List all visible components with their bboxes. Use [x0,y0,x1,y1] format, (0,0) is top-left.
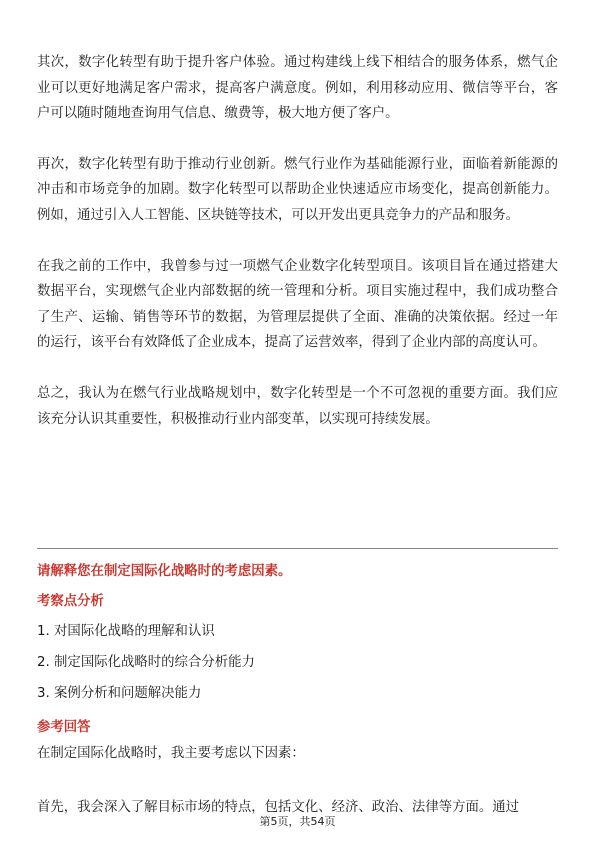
body-text [37,50,558,457]
paragraph-digital-customer-experience: 其次，数字化转型有助于提升客户体验。通过构建线上线下相结合的服务体系，燃气企业可以更好地满足客户需求，提高客户满意度。例如，利用移动应用、微信等平台，客户可以随时随地查询用气信息、缴费等，极大地方便了客户。 [37,55,558,122]
paragraph-digital-innovation: 再次，数字化转型有助于推动行业创新。燃气行业作为基础能源行业，面临着新能源的冲击和市场竞争的加剧。数字化转型可以帮助企业快速适应市场变化，提高创新能力。例如，通过引入人工智能、区块链等技术，可以开发出更具竞争力的产品和服务。 [37,156,558,223]
paragraph-conclusion: 总之，我认为在燃气行业战略规划中，数字化转型是一个不可忽视的重要方面。我们应该充分认识其重要性，积极推动行业内部变革，以实现可持续发展。 [37,385,558,427]
analysis-item: 1. 对国际化战略的理解和认识 [37,624,215,639]
answer-heading: 参考回答 [37,720,91,735]
analysis-heading: 考察点分析 [37,594,104,609]
paragraph-project-experience: 在我之前的工作中，我曾参与过一项燃气企业数字化转型项目。该项目旨在通过搭建大数据平台，实现燃气企业内部数据的统一管理和分析。项目实施过程中，我们成功整合了生产、运输、销售等环节的数据，为管理层提供了全面、准确的决策依据。经过一年的运行，该平台有效降低了企业成本，提高了运营效率，得到了企业内部的高度认可。 [37,258,558,351]
interview-question: 请解释您在制定国际化战略时的考虑因素。 [37,564,292,579]
page-number: 第5页，共54页 [259,815,336,828]
answer-intro: 在制定国际化战略时，我主要考虑以下因素： [37,746,305,761]
analysis-item: 3. 案例分析和问题解决能力 [37,686,202,701]
answer-first-paragraph: 首先，我会深入了解目标市场的特点，包括文化、经济、政治、法律等方面。通过 [37,800,520,815]
analysis-item: 2. 制定国际化战略时的综合分析能力 [37,655,255,670]
section-divider [37,548,558,549]
question-section [37,562,558,818]
